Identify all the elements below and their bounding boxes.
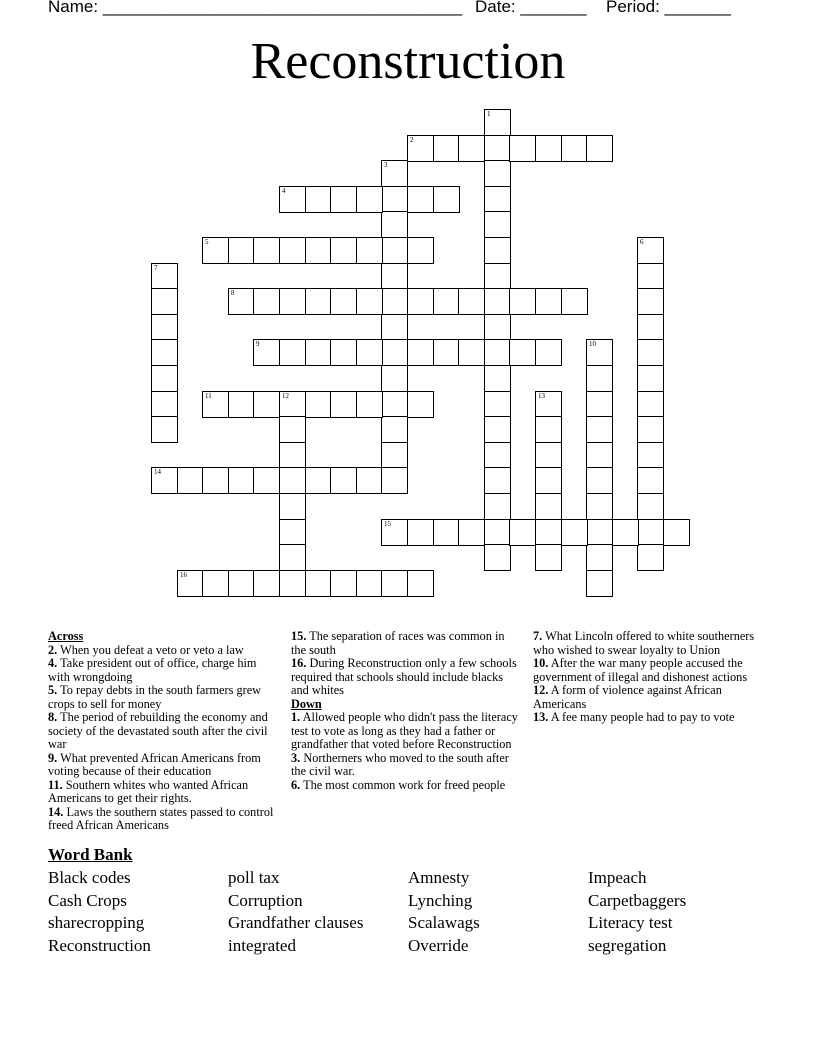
word-bank-item: Literacy test [588, 913, 673, 932]
crossword-cell[interactable] [279, 339, 306, 366]
clue-number: 4 [282, 187, 286, 195]
crossword-cell[interactable] [586, 416, 613, 443]
clue-across-4: 4. Take president out of office, charge him with wrongdoing [48, 656, 257, 684]
crossword-cell[interactable] [484, 391, 511, 418]
crossword-cell[interactable] [279, 519, 306, 546]
crossword-cell[interactable] [177, 467, 204, 494]
clue-number: 5 [205, 238, 209, 246]
crossword-cell[interactable] [228, 467, 255, 494]
word-bank-item: Carpetbaggers [588, 891, 687, 910]
crossword-cell[interactable] [356, 570, 383, 597]
word-bank-item: Amnesty [408, 868, 470, 887]
clue-across-16: 16. During Reconstruction only a few schools required that schools should include blacks and whites [291, 656, 517, 697]
crossword-cell[interactable] [305, 467, 332, 494]
crossword-cell[interactable] [637, 416, 664, 443]
crossword-cell[interactable] [356, 186, 383, 213]
clue-number: 2 [410, 136, 414, 144]
crossword-cell[interactable] [151, 391, 178, 418]
crossword-cell[interactable] [535, 467, 562, 494]
word-bank-title: Word Bank [48, 845, 133, 864]
clue-number: 9 [256, 340, 260, 348]
crossword-cell[interactable] [279, 467, 306, 494]
crossword-cell[interactable] [484, 263, 511, 290]
crossword-cell[interactable] [151, 467, 178, 494]
word-bank-item: Impeach [588, 868, 647, 887]
down-heading: Down [291, 696, 322, 711]
crossword-cell[interactable] [458, 288, 485, 315]
clue-down-1: 1. Allowed people who didn't pass the literacy test to vote as long as they had a father or grandfather that voted before Reconstruction [291, 710, 518, 751]
crossword-cell[interactable] [305, 391, 332, 418]
crossword-cell[interactable] [407, 288, 434, 315]
crossword-cell[interactable] [407, 570, 434, 597]
crossword-cell[interactable] [484, 467, 511, 494]
crossword-cell[interactable] [407, 339, 434, 366]
crossword-cell[interactable] [356, 467, 383, 494]
crossword-cell[interactable] [151, 365, 178, 392]
crossword-cell[interactable] [151, 288, 178, 315]
crossword-cell[interactable] [279, 442, 306, 469]
crossword-cell[interactable] [381, 442, 408, 469]
crossword-cell[interactable] [637, 339, 664, 366]
crossword-cell[interactable] [228, 570, 255, 597]
crossword-cell[interactable] [535, 288, 562, 315]
crossword-cell[interactable] [586, 570, 613, 597]
crossword-cell[interactable] [228, 288, 255, 315]
crossword-cell[interactable] [381, 288, 408, 315]
crossword-cell[interactable] [279, 493, 306, 520]
crossword-cell[interactable] [586, 391, 613, 418]
crossword-cell[interactable] [509, 519, 536, 546]
clues-column-3 [533, 630, 769, 725]
crossword-cell[interactable] [381, 391, 408, 418]
crossword-cell[interactable] [535, 442, 562, 469]
crossword-cell[interactable] [637, 237, 664, 264]
crossword-cell[interactable] [202, 467, 229, 494]
clue-number: 13 [538, 392, 545, 400]
crossword-cell[interactable] [305, 339, 332, 366]
crossword-cell[interactable] [484, 519, 511, 546]
crossword-cell[interactable] [509, 135, 536, 162]
crossword-cell[interactable] [381, 570, 408, 597]
crossword-cell[interactable] [509, 288, 536, 315]
crossword-cell[interactable] [637, 467, 664, 494]
crossword-cell[interactable] [381, 365, 408, 392]
crossword-cell[interactable] [637, 519, 664, 546]
crossword-cell[interactable] [381, 211, 408, 238]
crossword-cell[interactable] [586, 339, 613, 366]
crossword-cell[interactable] [433, 135, 460, 162]
crossword-cell[interactable] [637, 314, 664, 341]
crossword-cell[interactable] [330, 237, 357, 264]
crossword-cell[interactable] [330, 391, 357, 418]
clue-down-13: 13. A fee many people had to pay to vote [533, 710, 735, 724]
crossword-cell[interactable] [407, 391, 434, 418]
crossword-cell[interactable] [484, 442, 511, 469]
name-field[interactable]: Name: ______________________________________ [48, 0, 463, 16]
crossword-cell[interactable] [637, 365, 664, 392]
word-bank-item: sharecropping [48, 913, 145, 932]
crossword-cell[interactable] [561, 135, 588, 162]
page-title: Reconstruction [250, 33, 566, 90]
crossword-cell[interactable] [484, 493, 511, 520]
period-field[interactable]: Period: _______ [606, 0, 731, 16]
crossword-cell[interactable] [381, 160, 408, 187]
crossword-cell[interactable] [381, 314, 408, 341]
crossword-cell[interactable] [586, 365, 613, 392]
clue-across-14: 14. Laws the southern states passed to control freed African Americans [48, 804, 274, 832]
crossword-cell[interactable] [612, 519, 639, 546]
clue-number: 6 [640, 238, 644, 246]
clue-number: 14 [154, 468, 161, 476]
crossword-cell[interactable] [484, 160, 511, 187]
crossword-cell[interactable] [202, 570, 229, 597]
clue-down-12: 12. A form of violence against African Americans [533, 683, 722, 711]
crossword-cell[interactable] [279, 186, 306, 213]
crossword-cell[interactable] [433, 288, 460, 315]
crossword-cell[interactable] [484, 339, 511, 366]
clue-number: 15 [384, 520, 391, 528]
crossword-cell[interactable] [637, 493, 664, 520]
word-bank-item: integrated [228, 936, 296, 955]
crossword-cell[interactable] [535, 391, 562, 418]
crossword-cell[interactable] [305, 237, 332, 264]
crossword-cell[interactable] [253, 237, 280, 264]
crossword-cell[interactable] [637, 288, 664, 315]
crossword-cell[interactable] [484, 365, 511, 392]
crossword-cell[interactable] [637, 263, 664, 290]
word-bank-item: Grandfather clauses [228, 913, 364, 932]
clue-number: 12 [282, 392, 289, 400]
crossword-cell[interactable] [535, 135, 562, 162]
clue-number: 8 [231, 289, 235, 297]
crossword-cell[interactable] [586, 519, 613, 546]
word-bank-item: Scalawags [408, 913, 480, 932]
crossword-cell[interactable] [381, 416, 408, 443]
crossword-cell[interactable] [484, 135, 511, 162]
crossword-cell[interactable] [458, 135, 485, 162]
crossword-cell[interactable] [356, 237, 383, 264]
crossword-cell[interactable] [484, 416, 511, 443]
crossword-cell[interactable] [561, 288, 588, 315]
crossword-cell[interactable] [381, 186, 408, 213]
word-bank-item: Cash Crops [48, 891, 127, 910]
crossword-cell[interactable] [330, 467, 357, 494]
crossword-cell[interactable] [535, 493, 562, 520]
word-bank-item: Corruption [228, 891, 303, 910]
crossword-cell[interactable] [586, 493, 613, 520]
crossword-cell[interactable] [407, 237, 434, 264]
clue-across-8: 8. The period of rebuilding the economy and society of the devastated south after the civil war [48, 710, 268, 751]
crossword-cell[interactable] [484, 186, 511, 213]
crossword-cell[interactable] [509, 339, 536, 366]
clue-across-11: 11. Southern whites who wanted African Americans to get their rights. [48, 777, 249, 805]
crossword-cell[interactable] [535, 519, 562, 546]
crossword-cell[interactable] [279, 391, 306, 418]
crossword-cell[interactable] [458, 339, 485, 366]
word-bank-item: Lynching [408, 891, 473, 910]
crossword-cell[interactable] [330, 288, 357, 315]
crossword-cell[interactable] [586, 135, 613, 162]
crossword-cell[interactable] [381, 519, 408, 546]
crossword-cell[interactable] [356, 288, 383, 315]
crossword-cell[interactable] [407, 135, 434, 162]
crossword-cell[interactable] [279, 288, 306, 315]
crossword-cell[interactable] [484, 544, 511, 571]
crossword-cell[interactable] [151, 263, 178, 290]
clue-number: 11 [205, 392, 212, 400]
crossword-cell[interactable] [407, 519, 434, 546]
crossword-cell[interactable] [484, 211, 511, 238]
clue-down-7: 7. What Lincoln offered to white southerners who wished to swear loyalty to Union [533, 629, 755, 657]
crossword-cell[interactable] [330, 186, 357, 213]
crossword-cell[interactable] [381, 263, 408, 290]
clues-column-1 [48, 630, 276, 833]
crossword-cell[interactable] [330, 339, 357, 366]
crossword-cell[interactable] [484, 314, 511, 341]
crossword-cell[interactable] [151, 416, 178, 443]
crossword-cell[interactable] [305, 186, 332, 213]
clue-across-9: 9. What prevented African Americans from voting because of their education [48, 750, 261, 778]
clue-number: 7 [154, 264, 158, 272]
crossword-cell[interactable] [586, 467, 613, 494]
word-bank-item: segregation [588, 936, 667, 955]
crossword-cell[interactable] [356, 391, 383, 418]
crossword-cell[interactable] [279, 544, 306, 571]
crossword-cell[interactable] [202, 237, 229, 264]
crossword-cell[interactable] [663, 519, 690, 546]
crossword-cell[interactable] [535, 416, 562, 443]
crossword-cell[interactable] [637, 442, 664, 469]
crossword-cell[interactable] [253, 288, 280, 315]
crossword-cell[interactable] [381, 467, 408, 494]
crossword-cell[interactable] [279, 570, 306, 597]
crossword-cell[interactable] [151, 314, 178, 341]
word-bank-item: poll tax [228, 868, 280, 887]
crossword-cell[interactable] [381, 339, 408, 366]
crossword-cell[interactable] [356, 339, 383, 366]
crossword-cell[interactable] [151, 339, 178, 366]
clue-number: 16 [180, 571, 187, 579]
crossword-cell[interactable] [637, 544, 664, 571]
crossword-cell[interactable] [381, 237, 408, 264]
crossword-cell[interactable] [177, 570, 204, 597]
crossword-cell[interactable] [535, 544, 562, 571]
clue-down-10: 10. After the war many people accused the government of illegal and dishonest actions [533, 656, 748, 684]
crossword-cell[interactable] [253, 339, 280, 366]
crossword-cell[interactable] [535, 339, 562, 366]
clue-across-15: 15. The separation of races was common in the south [291, 629, 505, 657]
clue-across-5: 5. To repay debts in the south farmers grew crops to sell for money [48, 683, 262, 711]
clues-column-2 [291, 630, 519, 792]
crossword-cell[interactable] [253, 391, 280, 418]
crossword-cell[interactable] [433, 339, 460, 366]
crossword-cell[interactable] [407, 186, 434, 213]
crossword-cell[interactable] [484, 237, 511, 264]
clue-number: 3 [384, 161, 388, 169]
date-field[interactable]: Date: _______ [475, 0, 587, 16]
crossword-cell[interactable] [279, 237, 306, 264]
across-heading: Across [48, 629, 84, 643]
crossword-cell[interactable] [305, 570, 332, 597]
crossword-cell[interactable] [253, 467, 280, 494]
crossword-cell[interactable] [228, 237, 255, 264]
crossword-cell[interactable] [433, 186, 460, 213]
clue-down-6: 6. The most common work for freed people [291, 777, 506, 792]
clue-number: 10 [589, 340, 596, 348]
crossword-cell[interactable] [433, 519, 460, 546]
crossword-cell[interactable] [586, 544, 613, 571]
crossword-cell[interactable] [202, 391, 229, 418]
crossword-cell[interactable] [279, 416, 306, 443]
crossword-cell[interactable] [330, 570, 357, 597]
crossword-cell[interactable] [586, 442, 613, 469]
crossword-cell[interactable] [305, 288, 332, 315]
crossword-cell[interactable] [561, 519, 588, 546]
crossword-cell[interactable] [228, 391, 255, 418]
word-bank-item: Black codes [48, 868, 131, 887]
clue-across-2: 2. When you defeat a veto or veto a law [48, 642, 244, 657]
clue-number: 1 [487, 110, 491, 118]
word-bank-item: Override [408, 936, 469, 955]
crossword-cell[interactable] [484, 288, 511, 315]
word-bank-item: Reconstruction [48, 936, 151, 955]
clue-down-3: 3. Northerners who moved to the south after the civil war. [291, 750, 509, 778]
crossword-cell[interactable] [484, 109, 511, 136]
crossword-cell[interactable] [637, 391, 664, 418]
crossword-cell[interactable] [253, 570, 280, 597]
crossword-cell[interactable] [458, 519, 485, 546]
